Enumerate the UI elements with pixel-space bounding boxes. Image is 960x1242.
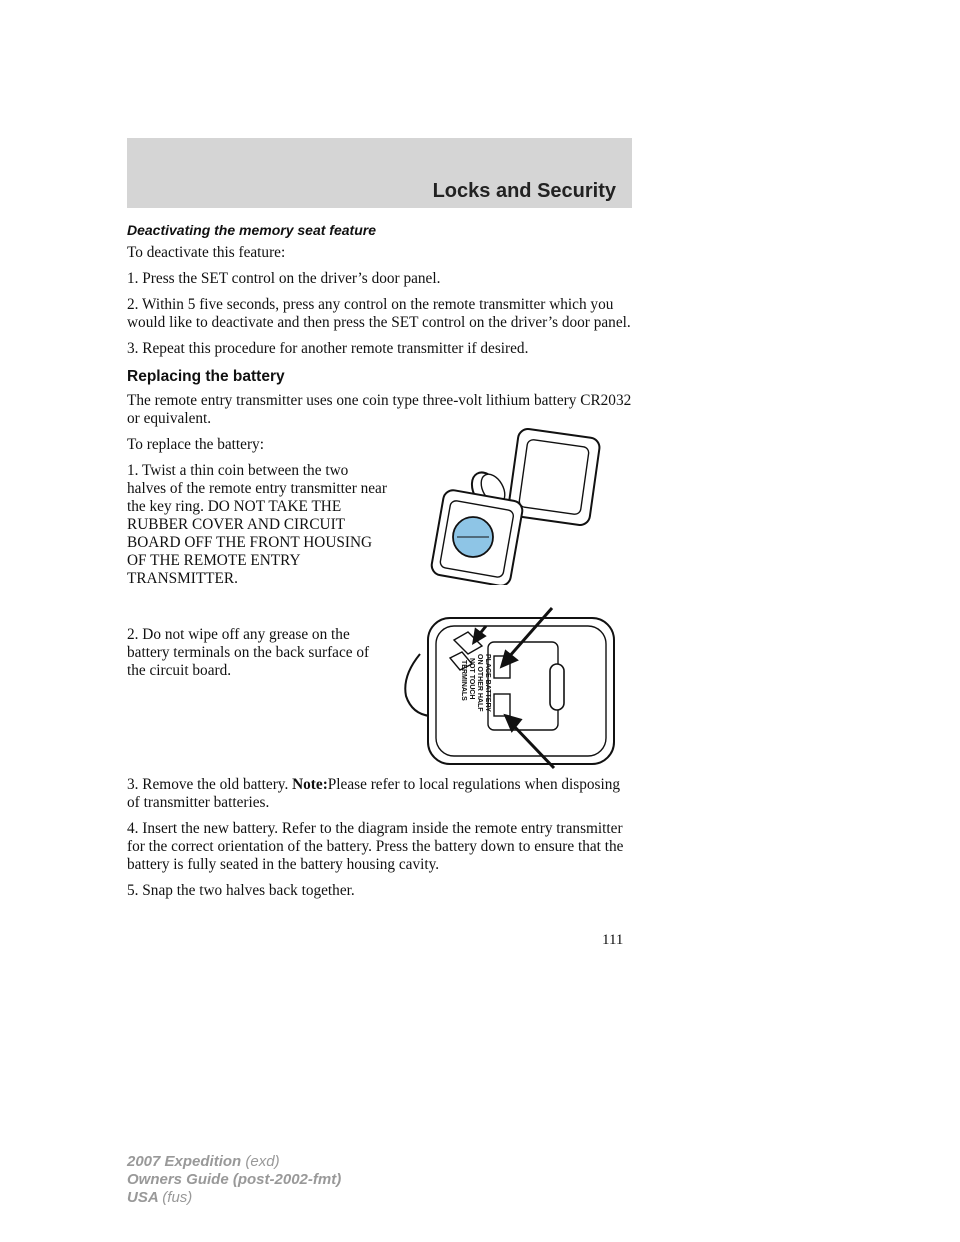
- battery-step-1: 1. Twist a thin coin between the two halves of the remote entry transmitter near the key ring. DO NOT TAKE THE RUBBER COVER AND CIRCUIT BOARD OFF THE FRONT HOUSING OF THE REMOTE ENTRY TRANSMITTER.: [127, 462, 387, 587]
- heading-replace-battery: Replacing the battery: [127, 368, 285, 385]
- circuit-board-terminals-illustration: [402, 606, 619, 771]
- battery-step-3: 3. Remove the old battery. Note:Please refer to local regulations when disposing of transmitter batteries.: [127, 776, 621, 811]
- diagram-label-line-1: PLACE BATTERY: [484, 654, 491, 712]
- deactivate-intro: To deactivate this feature:: [127, 244, 286, 261]
- battery-step-5: 5. Snap the two halves back together.: [127, 882, 355, 899]
- transmitter-halves-illustration: [425, 425, 610, 585]
- deactivate-step-1: 1. Press the SET control on the driver’s door panel.: [127, 270, 441, 287]
- battery-step-4: 4. Insert the new battery. Refer to the diagram inside the remote entry transmitter for the correct orientation of the battery. Press the battery down to ensure that the battery is fully seated in the battery housing cavity.: [127, 820, 624, 873]
- battery-step-2: 2. Do not wipe off any grease on the battery terminals on the back surface of the circuit board.: [127, 626, 370, 679]
- section-header-band: [127, 138, 632, 208]
- note-label: Note:: [292, 776, 328, 793]
- section-title: Locks and Security: [432, 180, 616, 202]
- diagram-label-line-3: NOT TOUCH: [468, 658, 475, 700]
- footer-doc-info: 2007 Expedition (exd) Owners Guide (post-2002-fmt) USA (fus): [127, 1153, 342, 1206]
- deactivate-step-3: 3. Repeat this procedure for another remote transmitter if desired.: [127, 340, 529, 357]
- battery-lead: To replace the battery:: [127, 436, 264, 453]
- diagram-label-line-4: TERMINALS: [460, 660, 467, 701]
- battery-intro: The remote entry transmitter uses one coin type three-volt lithium battery CR2032 or equivalent.: [127, 392, 632, 427]
- diagram-label-line-2: ON OTHER HALF: [476, 654, 483, 712]
- heading-deactivate-memory: Deactivating the memory seat feature: [127, 222, 376, 238]
- page-number: 111: [602, 932, 624, 948]
- deactivate-step-2: 2. Within 5 five seconds, press any control on the remote transmitter which you would like to deactivate and then press the SET control on the driver’s door panel.: [127, 296, 631, 331]
